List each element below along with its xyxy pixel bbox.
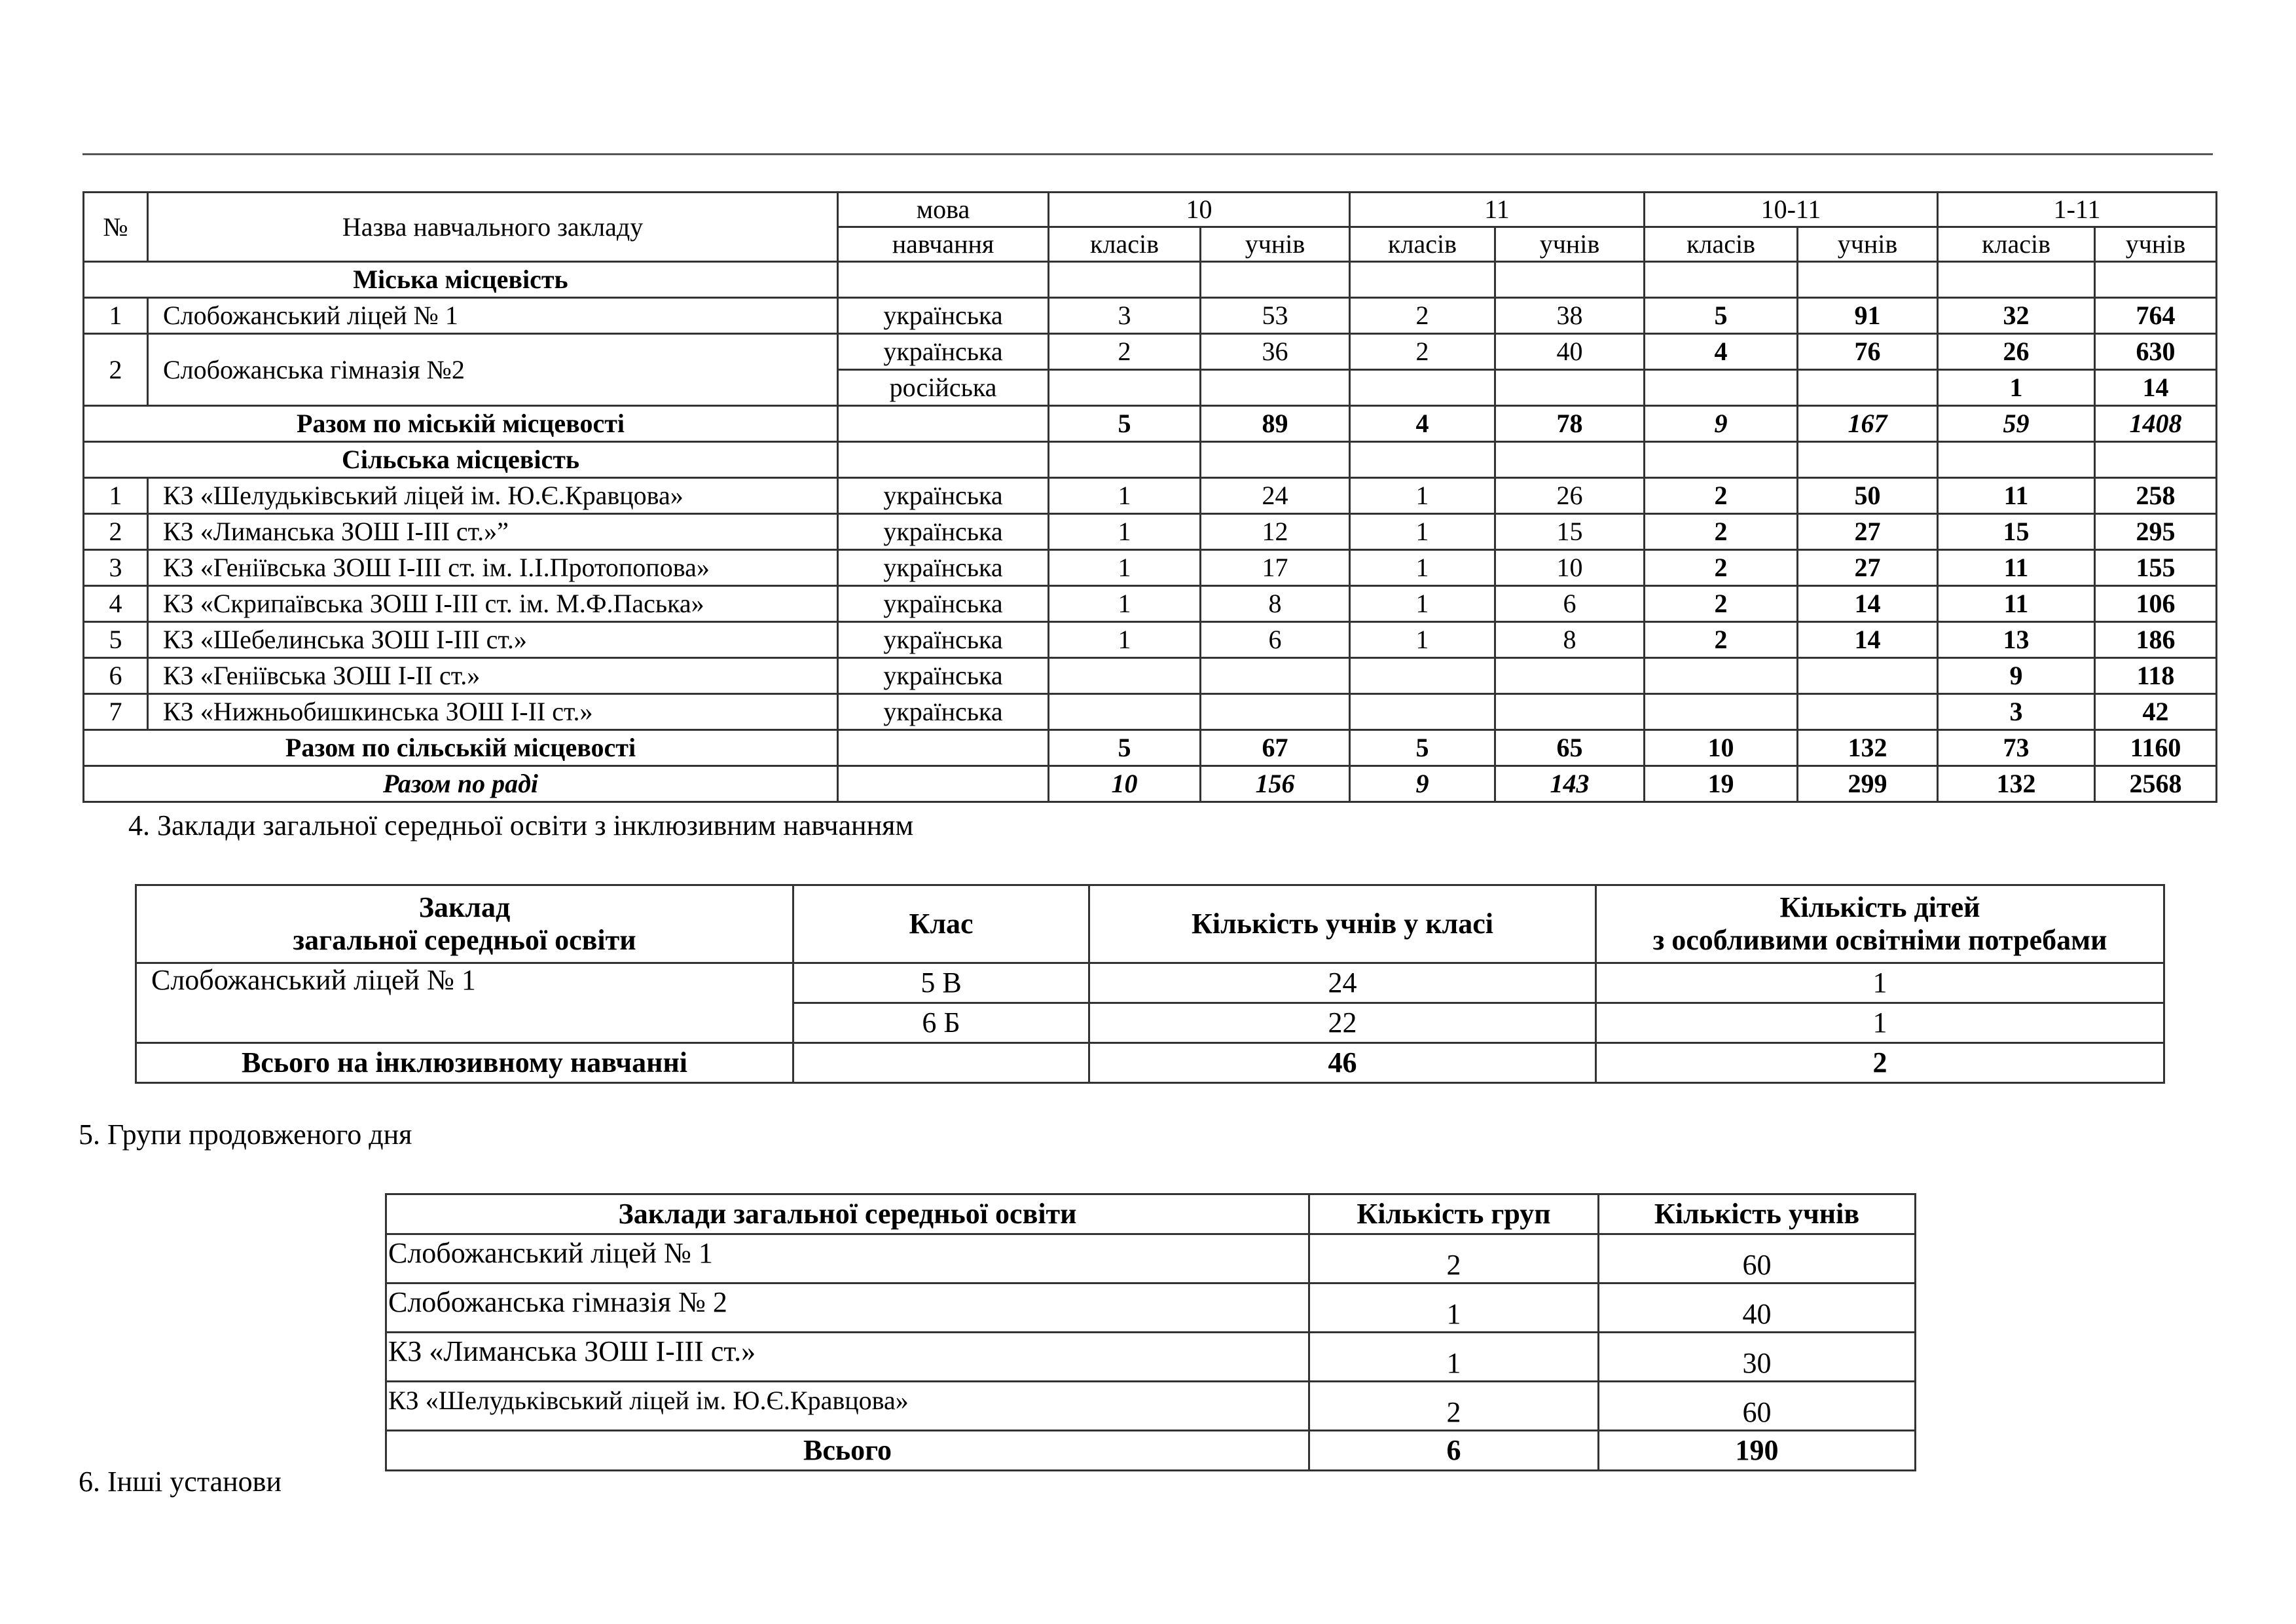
cell: 76 — [1798, 334, 1938, 370]
groups: 2 — [1309, 1382, 1599, 1431]
table-row — [386, 1283, 1916, 1333]
cell: 630 — [2095, 334, 2217, 370]
header-row — [386, 1194, 1916, 1234]
header-class: Клас — [793, 885, 1089, 963]
table-row — [386, 1333, 1916, 1382]
cell: 91 — [1798, 298, 1938, 334]
cell: 2 — [1645, 550, 1798, 586]
cell: 10 — [1049, 766, 1201, 802]
cell: 9 — [1645, 406, 1798, 442]
inclusive-education-table — [135, 884, 2165, 1084]
cell — [1350, 694, 1495, 730]
cell: 167 — [1798, 406, 1938, 442]
cell: 9 — [1938, 658, 2095, 694]
cell — [1201, 658, 1350, 694]
cell: 155 — [2095, 550, 2217, 586]
cell: 27 — [1798, 550, 1938, 586]
cell: 11 — [1938, 586, 2095, 622]
top-rule — [82, 153, 2213, 155]
table-row — [84, 298, 2217, 334]
header-students: учнів — [2095, 227, 2217, 262]
language: українська — [838, 694, 1049, 730]
cell: 1160 — [2095, 730, 2217, 766]
cell: 42 — [2095, 694, 2217, 730]
cell: 1 — [1049, 478, 1201, 514]
class: 6 Б — [793, 1003, 1089, 1043]
table-row — [84, 622, 2217, 658]
table-row — [386, 1382, 1916, 1431]
cell — [1049, 694, 1201, 730]
cell: 27 — [1798, 514, 1938, 550]
row-num: 7 — [84, 694, 148, 730]
language: українська — [838, 586, 1049, 622]
cell — [1495, 658, 1645, 694]
cell: 14 — [1798, 586, 1938, 622]
language: українська — [838, 478, 1049, 514]
header-row-1 — [84, 193, 2217, 227]
school-name: КЗ «Геніївська ЗОШ І-ІІ ст.» — [148, 658, 838, 694]
cell: 24 — [1201, 478, 1350, 514]
cell: 143 — [1495, 766, 1645, 802]
school-name: Слобожанський ліцей № 1 — [148, 298, 838, 334]
cell: 14 — [1798, 622, 1938, 658]
cell: 15 — [1495, 514, 1645, 550]
students: 40 — [1599, 1283, 1916, 1333]
special: 1 — [1596, 963, 2164, 1003]
row-num: 5 — [84, 622, 148, 658]
school-name: КЗ «Скрипаївська ЗОШ І-ІІІ ст. ім. М.Ф.Паська» — [148, 586, 838, 622]
row-num: 4 — [84, 586, 148, 622]
cell: 4 — [1350, 406, 1495, 442]
cell: 1 — [1049, 514, 1201, 550]
cell: 2 — [1645, 586, 1798, 622]
cell: 15 — [1938, 514, 2095, 550]
cell: 11 — [1938, 550, 2095, 586]
cell: 67 — [1201, 730, 1350, 766]
cell: 1408 — [2095, 406, 2217, 442]
table-row — [136, 963, 2164, 1003]
school-name: КЗ «Лиманська ЗОШ І-ІІІ ст.»” — [148, 514, 838, 550]
language: українська — [838, 622, 1049, 658]
table-row — [84, 694, 2217, 730]
table-row — [84, 658, 2217, 694]
header-lang-top: мова — [838, 193, 1049, 227]
cell: 78 — [1495, 406, 1645, 442]
cell: 132 — [1798, 730, 1938, 766]
total-label: Разом по раді — [84, 766, 838, 802]
cell: 10 — [1645, 730, 1798, 766]
cell: 65 — [1495, 730, 1645, 766]
groups: 1 — [1309, 1283, 1599, 1333]
language: українська — [838, 334, 1049, 370]
total-label: Всього на інклюзивному навчанні — [136, 1043, 793, 1083]
header-students: Кількість учнів у класі — [1089, 885, 1596, 963]
cell: 5 — [1049, 406, 1201, 442]
header-row — [136, 885, 2164, 963]
school-name: КЗ «Лиманська ЗОШ І-ІІІ ст.» — [386, 1333, 1309, 1382]
cell: 1 — [1049, 550, 1201, 586]
school-name: Слобожанська гімназія №2 — [148, 334, 838, 406]
cell: 299 — [1798, 766, 1938, 802]
language: російська — [838, 370, 1049, 406]
cell: 6 — [1201, 622, 1350, 658]
cell: 73 — [1938, 730, 2095, 766]
cell: 1 — [1049, 622, 1201, 658]
cell: 8 — [1495, 622, 1645, 658]
language: українська — [838, 298, 1049, 334]
students: 60 — [1599, 1382, 1916, 1431]
header-grade-1-11: 1-11 — [1938, 193, 2217, 227]
cell: 26 — [1938, 334, 2095, 370]
groups: 2 — [1309, 1234, 1599, 1283]
cell: 3 — [1938, 694, 2095, 730]
cell: 2 — [1049, 334, 1201, 370]
total-special: 2 — [1596, 1043, 2164, 1083]
row-num: 1 — [84, 478, 148, 514]
total-groups: 6 — [1309, 1431, 1599, 1471]
cell: 2 — [1645, 622, 1798, 658]
header-schools: Заклади загальної середньої освіти — [386, 1194, 1309, 1234]
total-students: 190 — [1599, 1431, 1916, 1471]
cell: 13 — [1938, 622, 2095, 658]
header-special-line2: з особливими освітніми потребами — [1652, 924, 2107, 956]
cell: 2568 — [2095, 766, 2217, 802]
total-students: 46 — [1089, 1043, 1596, 1083]
cell — [1049, 370, 1201, 406]
total-label: Разом по міській місцевості — [84, 406, 838, 442]
cell: 1 — [1350, 622, 1495, 658]
school-name: Слобожанська гімназія № 2 — [386, 1283, 1309, 1333]
cell: 38 — [1495, 298, 1645, 334]
cell: 11 — [1938, 478, 2095, 514]
cell: 6 — [1495, 586, 1645, 622]
school-name: Слобожанський ліцей № 1 — [136, 963, 793, 1043]
row-num: 6 — [84, 658, 148, 694]
section-5-title: 5. Групи продовженого дня — [79, 1118, 412, 1151]
cell: 258 — [2095, 478, 2217, 514]
cell: 53 — [1201, 298, 1350, 334]
header-students: Кількість учнів — [1599, 1194, 1916, 1234]
rural-heading: Сільська місцевість — [84, 442, 838, 478]
cell: 10 — [1495, 550, 1645, 586]
cell: 1 — [1049, 586, 1201, 622]
cell: 1 — [1350, 514, 1495, 550]
header-grade-10-11: 10-11 — [1645, 193, 1938, 227]
cell: 2 — [1645, 478, 1798, 514]
row-num: 3 — [84, 550, 148, 586]
special: 1 — [1596, 1003, 2164, 1043]
school-name: КЗ «Геніївська ЗОШ І-ІІІ ст. ім. І.І.Протопопова» — [148, 550, 838, 586]
students: 24 — [1089, 963, 1596, 1003]
section-4-title: 4. Заклади загальної середньої освіти з інклюзивним навчанням — [128, 809, 914, 841]
cell: 26 — [1495, 478, 1645, 514]
cell: 19 — [1645, 766, 1798, 802]
class: 5 В — [793, 963, 1089, 1003]
header-special — [1596, 885, 2164, 963]
extended-day-groups-table — [385, 1193, 1916, 1471]
cell — [1798, 658, 1938, 694]
header-classes: класів — [1938, 227, 2095, 262]
cell: 2 — [1350, 298, 1495, 334]
table-row — [84, 514, 2217, 550]
header-school-line1: Заклад — [418, 891, 511, 923]
cell: 3 — [1049, 298, 1201, 334]
cell — [1350, 658, 1495, 694]
cell: 50 — [1798, 478, 1938, 514]
cell: 8 — [1201, 586, 1350, 622]
school-name: КЗ «Шебелинська ЗОШ І-ІІІ ст.» — [148, 622, 838, 658]
cell: 40 — [1495, 334, 1645, 370]
total-label: Всього — [386, 1431, 1309, 1471]
cell: 89 — [1201, 406, 1350, 442]
cell: 2 — [1350, 334, 1495, 370]
students: 22 — [1089, 1003, 1596, 1043]
cell: 5 — [1645, 298, 1798, 334]
cell: 9 — [1350, 766, 1495, 802]
header-school-name: Назва навчального закладу — [148, 193, 838, 262]
school-name: КЗ «Нижньобишкинська ЗОШ І-ІІ ст.» — [148, 694, 838, 730]
language: українська — [838, 550, 1049, 586]
row-num: 2 — [84, 514, 148, 550]
cell: 1 — [1350, 550, 1495, 586]
header-groups: Кількість груп — [1309, 1194, 1599, 1234]
total-row — [386, 1431, 1916, 1471]
row-num: 1 — [84, 298, 148, 334]
cell: 764 — [2095, 298, 2217, 334]
cell: 1 — [1350, 478, 1495, 514]
cell — [1645, 658, 1798, 694]
header-classes: класів — [1645, 227, 1798, 262]
cell: 295 — [2095, 514, 2217, 550]
header-classes: класів — [1350, 227, 1495, 262]
header-grade-11: 11 — [1350, 193, 1645, 227]
cell: 156 — [1201, 766, 1350, 802]
cell: 1 — [1938, 370, 2095, 406]
cell: 17 — [1201, 550, 1350, 586]
cell: 5 — [1350, 730, 1495, 766]
cell — [1645, 694, 1798, 730]
cell: 32 — [1938, 298, 2095, 334]
header-grade-10: 10 — [1049, 193, 1350, 227]
cell: 1 — [1350, 586, 1495, 622]
cell — [1495, 370, 1645, 406]
header-special-line1: Кількість дітей — [1779, 891, 1980, 923]
header-students: учнів — [1201, 227, 1350, 262]
cell — [1495, 694, 1645, 730]
cell: 14 — [2095, 370, 2217, 406]
table-row — [84, 586, 2217, 622]
school-name: Слобожанський ліцей № 1 — [386, 1234, 1309, 1283]
cell — [1201, 694, 1350, 730]
cell — [1645, 370, 1798, 406]
cell — [1049, 658, 1201, 694]
row-num: 2 — [84, 334, 148, 406]
cell: 118 — [2095, 658, 2217, 694]
language: українська — [838, 658, 1049, 694]
students-by-school-table — [82, 191, 2217, 803]
urban-total-row — [84, 406, 2217, 442]
urban-heading: Міська місцевість — [84, 262, 838, 298]
table-row — [84, 334, 2217, 370]
cell: 12 — [1201, 514, 1350, 550]
cell: 106 — [2095, 586, 2217, 622]
cell: 59 — [1938, 406, 2095, 442]
total-label: Разом по сільській місцевості — [84, 730, 838, 766]
school-name: КЗ «Шелудьківський ліцей ім. Ю.Є.Кравцова» — [386, 1382, 1309, 1431]
header-lang-bottom: навчання — [838, 227, 1049, 262]
cell: 186 — [2095, 622, 2217, 658]
council-total-row — [84, 766, 2217, 802]
total-row — [136, 1043, 2164, 1083]
school-name: КЗ «Шелудьківський ліцей ім. Ю.Є.Кравцова» — [148, 478, 838, 514]
header-students: учнів — [1495, 227, 1645, 262]
rural-heading-row — [84, 442, 2217, 478]
cell — [1350, 370, 1495, 406]
cell: 2 — [1645, 514, 1798, 550]
language: українська — [838, 514, 1049, 550]
cell — [1798, 694, 1938, 730]
table-row — [84, 550, 2217, 586]
header-num: № — [84, 193, 148, 262]
cell: 36 — [1201, 334, 1350, 370]
cell — [1798, 370, 1938, 406]
header-school-line2: загальної середньої освіти — [293, 924, 636, 956]
cell: 5 — [1049, 730, 1201, 766]
rural-total-row — [84, 730, 2217, 766]
header-students: учнів — [1798, 227, 1938, 262]
table-row — [386, 1234, 1916, 1283]
students: 60 — [1599, 1234, 1916, 1283]
students: 30 — [1599, 1333, 1916, 1382]
cell: 132 — [1938, 766, 2095, 802]
header-classes: класів — [1049, 227, 1201, 262]
section-6-title: 6. Інші установи — [79, 1466, 282, 1498]
urban-heading-row — [84, 262, 2217, 298]
cell — [1201, 370, 1350, 406]
table-row — [84, 478, 2217, 514]
header-school — [136, 885, 793, 963]
groups: 1 — [1309, 1333, 1599, 1382]
cell: 4 — [1645, 334, 1798, 370]
